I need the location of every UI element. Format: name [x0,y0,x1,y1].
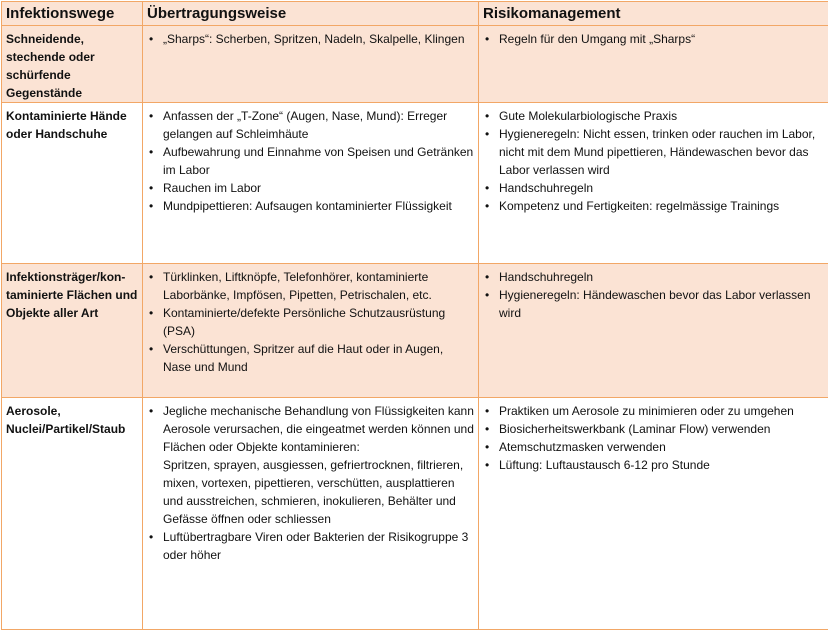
list-item: • Praktiken um Aerosole zu minimieren oder zu umgehen [483,402,824,420]
list-item: • Regeln für den Umgang mit „Sharps“ [483,30,824,48]
list-item: • Rauchen im Labor [147,179,474,197]
category-cell: Aerosole, Nuclei/Partikel/Staub [2,398,143,630]
table-row [2,398,828,630]
list-item: • Aufbewahrung und Einnahme von Speisen und Getränken im Labor [147,143,474,179]
risk-cell [479,103,828,264]
transmission-cell [143,103,479,264]
bullet-list [147,30,474,48]
list-item-continuation: Spritzen, sprayen, ausgiessen, gefriertrocknen, filtrieren, mixen, vortexen, pipettieren, verschütten, ausplattieren und ausstreichen, schmieren, inokulieren, Behälter und Gefässe öffnen oder schliessen [163,458,463,526]
category-cell: Infektionsträger/kon-taminierte Flächen und Objekte aller Art [2,264,143,398]
bullet-list [483,402,824,474]
header-risikomanagement: Risikomanagement [479,2,828,26]
bullet-list [147,268,474,376]
list-item: • Handschuhregeln [483,268,824,286]
table-row [2,103,828,264]
transmission-cell [143,26,479,103]
bullet-list [147,402,474,564]
risk-cell [479,398,828,630]
header-uebertragungsweise: Übertragungsweise [143,2,479,26]
list-item: • Anfassen der „T-Zone“ (Augen, Nase, Mund): Erreger gelangen auf Schleimhäute [147,107,474,143]
category-cell: Kontaminierte Hände oder Handschuhe [2,103,143,264]
list-item: • Hygieneregeln: Händewaschen bevor das Labor verlassen wird [483,286,824,322]
list-item: • Kompetenz und Fertigkeiten: regelmässige Trainings [483,197,824,215]
transmission-cell [143,264,479,398]
list-item: • Gute Molekularbiologische Praxis [483,107,824,125]
list-item: • Luftübertragbare Viren oder Bakterien der Risikogruppe 3 oder höher [147,528,474,564]
list-item: • Hygieneregeln: Nicht essen, trinken oder rauchen im Labor, nicht mit dem Mund pipettieren, Händewaschen bevor das Labor verlassen wird [483,125,824,179]
header-infektionswege: Infektionswege [2,2,143,26]
infection-risk-table [1,1,828,630]
list-item: • Kontaminierte/defekte Persönliche Schutzausrüstung (PSA) [147,304,474,340]
bullet-list [483,268,824,322]
transmission-cell [143,398,479,630]
list-item: • „Sharps“: Scherben, Spritzen, Nadeln, Skalpelle, Klingen [147,30,474,48]
bullet-list [483,30,824,48]
list-item: • Atemschutzmasken verwenden [483,438,824,456]
list-item: • Lüftung: Luftaustausch 6-12 pro Stunde [483,456,824,474]
table-row [2,264,828,398]
list-item: • Handschuhregeln [483,179,824,197]
bullet-list [483,107,824,215]
header-row [2,2,828,26]
list-item: • Verschüttungen, Spritzer auf die Haut oder in Augen, Nase und Mund [147,340,474,376]
bullet-list [147,107,474,215]
list-item: • Biosicherheitswerkbank (Laminar Flow) verwenden [483,420,824,438]
table-row [2,26,828,103]
list-item-text: Jegliche mechanische Behandlung von Flüssigkeiten kann Aerosole verursachen, die eingeatmet werden können und Flächen oder Objekte kontaminieren: [163,404,474,454]
list-item: • Türklinken, Liftknöpfe, Telefonhörer, kontaminierte Laborbänke, Impfösen, Pipetten, Petrischalen, etc. [147,268,474,304]
list-item [147,402,474,528]
category-cell: Schneidende, stechende oder schürfende Gegenstände [2,26,143,103]
risk-cell [479,264,828,398]
list-item: • Mundpipettieren: Aufsaugen kontaminierter Flüssigkeit [147,197,474,215]
risk-cell [479,26,828,103]
